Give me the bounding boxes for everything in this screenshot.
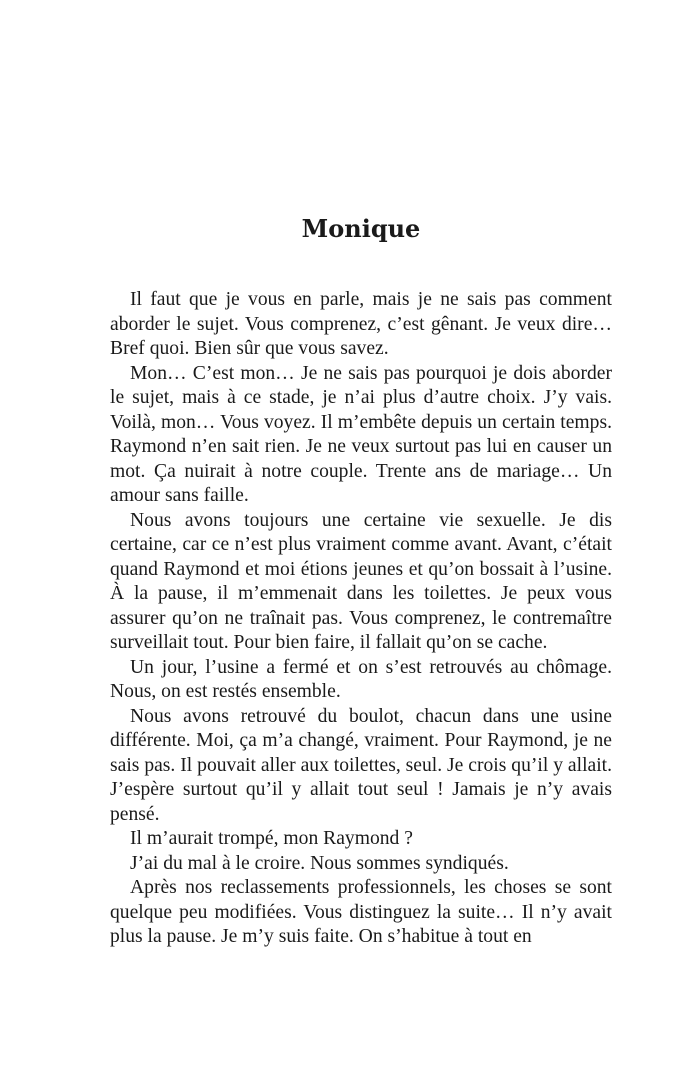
paragraph: Mon… C’est mon… Je ne sais pas pourquoi je dois aborder le sujet, mais à ce stade, je n’ai plus d’autre choix. J’y vais. Voilà, mon… Vous voyez. Il m’embête depuis un certain temps. Raymond n’en sait rien. Je ne veux surtout pas lui en causer un mot. Ça nuirait à notre couple. Trente ans de mariage… Un amour sans faille. xyxy=(110,362,612,506)
chapter-title: Monique xyxy=(301,214,421,243)
chapter-body xyxy=(110,288,612,950)
paragraph: Après nos reclassements professionnels, les choses se sont quelque peu modifiées. Vous distinguez la suite… Il n’y avait plus la pause. Je m’y suis faite. On s’habitue à tout en xyxy=(110,877,612,947)
paragraph: Nous avons toujours une certaine vie sexuelle. Je dis certaine, car ce n’est plus vraiment comme avant. Avant, c’était quand Raymond et moi étions jeunes et qu’on bossait à l’usine. À la pause, il m’emmenait dans les toilettes. Je peux vous assurer qu’on ne traînait pas. Vous comprenez, le contremaître surveillait tout. Pour bien faire, il fallait qu’on se cache. xyxy=(110,509,612,653)
paragraph: J’ai du mal à le croire. Nous sommes syndiqués. xyxy=(130,852,509,874)
paragraph: Nous avons retrouvé du boulot, chacun dans une usine différente. Moi, ça m’a changé, vraiment. Pour Raymond, je ne sais pas. Il pouvait aller aux toilettes, seul. Je crois qu’il y allait. J’espère surtout qu’il y allait tout seul ! Jamais je n’y avais pensé. xyxy=(110,705,612,825)
paragraph: Un jour, l’usine a fermé et on s’est retrouvés au chômage. Nous, on est restés ensemble. xyxy=(110,656,612,702)
paragraph: Il faut que je vous en parle, mais je ne sais pas comment aborder le sujet. Vous comprenez, c’est gênant. Je veux dire… Bref quoi. Bien sûr que vous savez. xyxy=(110,289,612,359)
paragraph: Il m’aurait trompé, mon Raymond ? xyxy=(130,828,413,849)
book-page xyxy=(110,0,612,1080)
